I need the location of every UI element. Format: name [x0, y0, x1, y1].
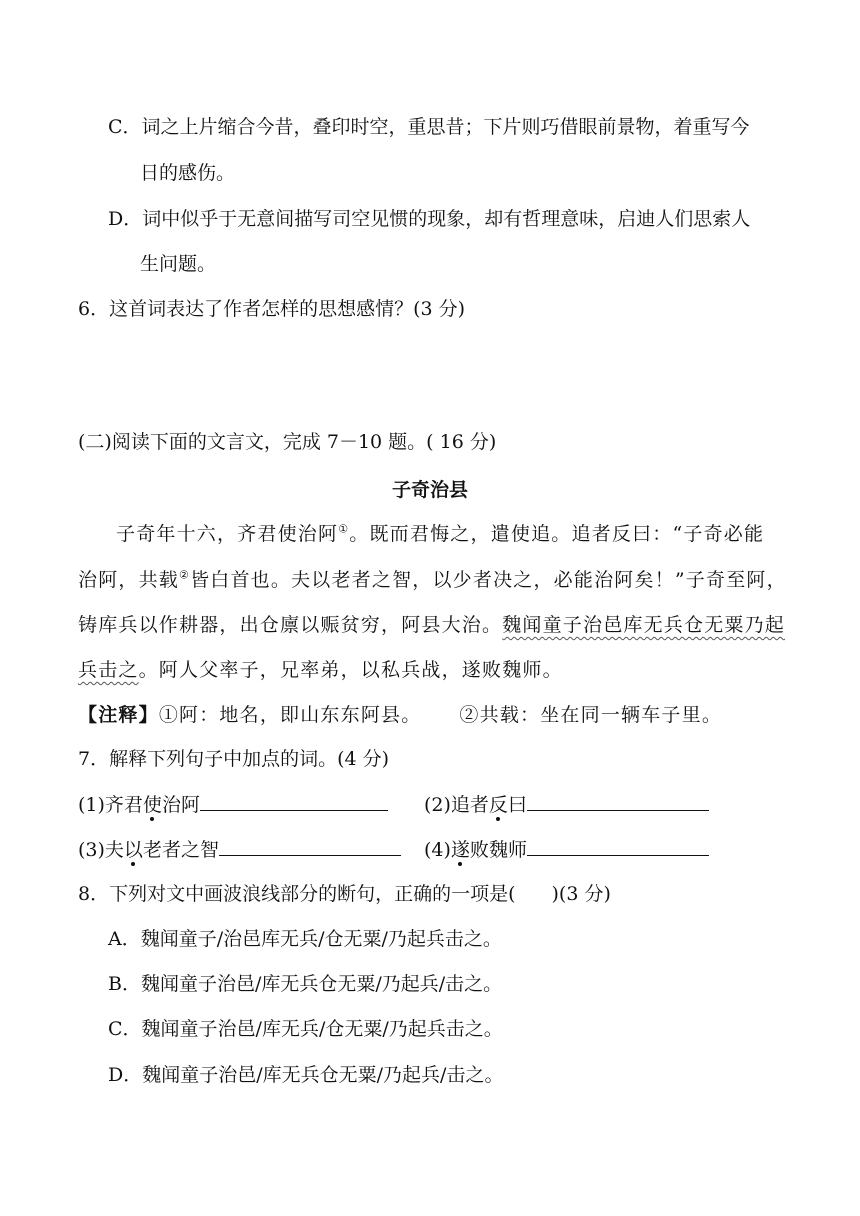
item-text: (1)齐君: [78, 794, 143, 816]
passage-line-2: [78, 566, 787, 594]
q7-item-2: [424, 788, 709, 819]
note-1: ①阿：地名，即山东东阿县。: [158, 704, 422, 726]
question-8-stem: [78, 880, 611, 908]
q5-option-c-line1: C．词之上片缩合今昔，叠印时空，重思昔；下片则巧借眼前景物，着重写今: [108, 116, 750, 138]
q7-item-4: [424, 833, 709, 864]
dotted-word: 反: [488, 794, 508, 816]
answer-blank-4[interactable]: [527, 833, 709, 856]
answer-blank-1[interactable]: [200, 788, 388, 811]
passage-text: 皆白首也。夫以老者之智，以少者决之，必能治阿矣！”子奇至阿，: [190, 569, 787, 591]
passage-text: 子奇年十六，齐君使治阿: [116, 523, 339, 545]
dotted-word: 遂: [450, 839, 470, 861]
passage-text: 治阿，共载: [78, 569, 180, 591]
passage-line-4: [78, 656, 563, 684]
q5-option-d-line2: 生问题。: [140, 253, 217, 275]
question-6: 6．这首词表达了作者怎样的思想感情？(3 分): [78, 298, 466, 320]
passage-text: 。阿人父率子，兄率弟，以私兵战，遂败魏师。: [138, 659, 563, 681]
item-text: (3)夫: [78, 839, 124, 861]
dotted-word: 使: [142, 794, 162, 816]
passage-line-3: [78, 611, 785, 639]
item-text: 曰: [507, 794, 527, 816]
q5-option-d-line1: D．词中似乎于无意间描写司空见惯的现象，却有哲理意味，启迪人们思索人: [108, 208, 751, 230]
footnote-marker-1: ①: [338, 522, 350, 536]
answer-blank-2[interactable]: [527, 788, 709, 811]
passage-text: 。既而君悔之，遣使追。追者反曰：“子奇必能: [349, 523, 765, 545]
passage-text: 铸库兵以作耕器，出仓廪以赈贫穷，阿县大治。: [78, 614, 503, 636]
footnote-marker-2: ②: [179, 568, 191, 582]
stem-text: 8．下列对文中画波浪线部分的断句，正确的一项是(: [78, 883, 516, 905]
notes-label: 【注释】: [78, 704, 159, 726]
q8-option-a: A．魏闻童子/治邑库无兵/仓无粟/乃起兵击之。: [108, 928, 502, 950]
item-text: 治阿: [161, 794, 200, 816]
item-text: (4): [424, 839, 451, 861]
passage-line-1: [116, 520, 764, 548]
answer-blank-3[interactable]: [219, 833, 401, 856]
passage-title: 子奇治县: [391, 479, 468, 501]
note-2: ②共载：坐在同一辆车子里。: [459, 704, 723, 726]
dotted-word: 以: [123, 839, 143, 861]
section-2-intro: (二)阅读下面的文言文，完成 7－10 题。( 16 分): [78, 431, 497, 453]
item-text: 老者之智: [142, 839, 219, 861]
wavy-underlined-text: 兵击之: [78, 659, 139, 681]
notes: [78, 701, 722, 729]
q7-item-3: [78, 833, 401, 864]
q8-option-d: D．魏闻童子治邑/库无兵仓无粟/乃起兵/击之。: [108, 1064, 504, 1086]
stem-text: )(3 分): [551, 883, 611, 905]
wavy-underlined-text: 魏闻童子治邑库无兵仓无粟乃起: [502, 614, 786, 636]
question-7-stem: 7．解释下列句子中加点的词。(4 分): [78, 748, 390, 770]
q5-option-c-line2: 日的感伤。: [140, 162, 236, 184]
q7-item-1: [78, 788, 388, 819]
q8-option-b: B．魏闻童子治邑/库无兵仓无粟/乃起兵/击之。: [108, 973, 503, 995]
item-text: 败魏师: [469, 839, 527, 861]
q8-option-c: C．魏闻童子治邑/库无兵/仓无粟/乃起兵击之。: [108, 1018, 503, 1040]
item-text: (2)追者: [424, 794, 489, 816]
